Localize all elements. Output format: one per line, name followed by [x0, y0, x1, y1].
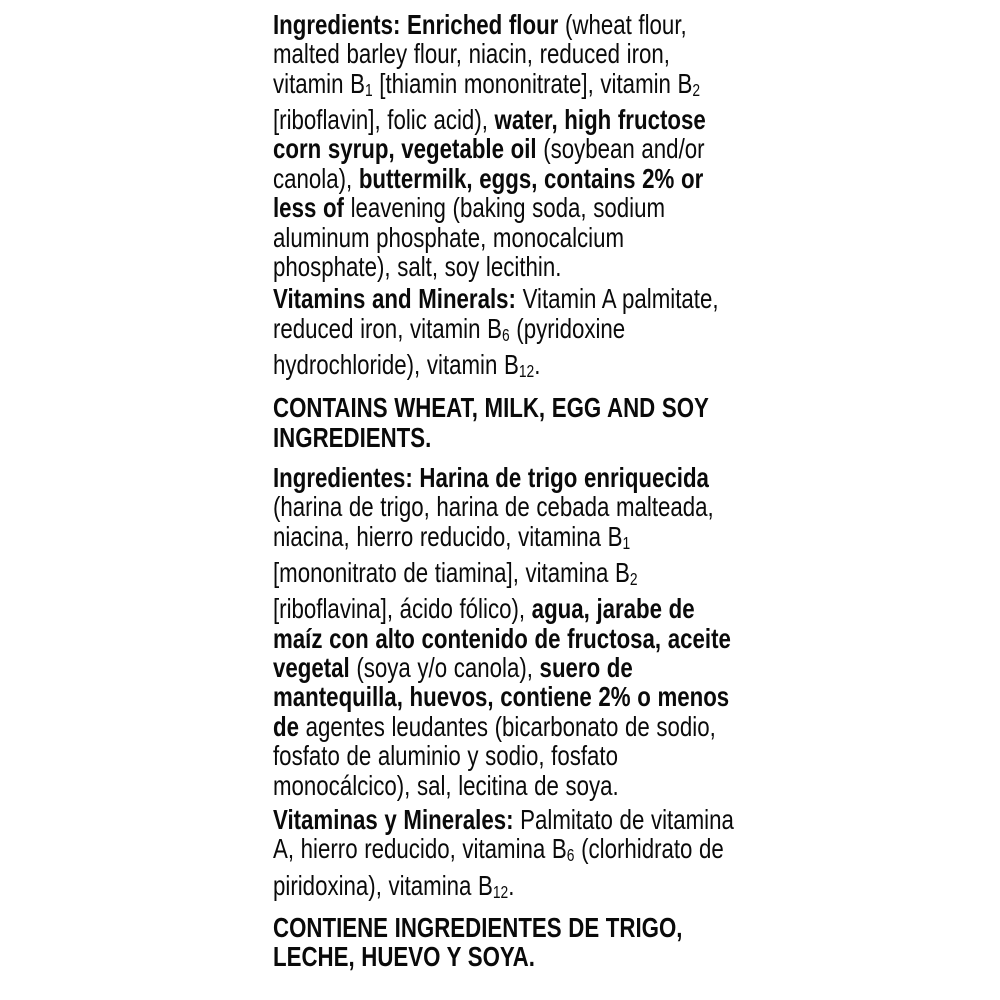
- vitamins-minerals-en-paragraph: Vitamins and Minerals: Vitamin A palmitate, reduced iron, vitamin B6 (pyridoxine hydrochloride), vitamin B12.: [273, 283, 719, 381]
- ingredients-en-paragraph: Ingredients: Enriched flour (wheat flour, malted barley flour, niacin, reduced iron, vitamin B1 [thiamin mononitrate], vitamin B2 [riboflavin], folic acid), water, high fructose corn syrup, vegetable oil (soybean and/or canola), buttermilk, eggs, contains 2% or less of leavening (baking soda, sodium aluminum phosphate, monocalcium phosphate), salt, soy lecithin.: [273, 9, 706, 283]
- ingredients-es-paragraph: Ingredientes: Harina de trigo enriquecida (harina de trigo, harina de cebada malteada, niacina, hierro reducido, vitamina B1 [mononitrato de tiamina], vitamina B2 [riboflavina], ácido fólico), agua, jarabe de maíz con alto contenido de fructosa, aceite vegetal (soya y/o canola), suero de mantequilla, huevos, contiene 2% o menos de agentes leudantes (bicarbonato de sodio, fosfato de aluminio y sodio, fosfato monocálcico), sal, lecitina de soya.: [273, 461, 731, 801]
- allergen-statement-en: CONTAINS WHEAT, MILK, EGG AND SOY INGREDIENTS.: [273, 392, 709, 453]
- label-text-column: [273, 10, 734, 972]
- allergen-statement-es: CONTIENE INGREDIENTES DE TRIGO, LECHE, HUEVO Y SOYA.: [273, 911, 683, 973]
- vitamins-minerals-es-paragraph: Vitaminas y Minerales: Palmitato de vitamina A, hierro reducido, vitamina B6 (clorhidrato de piridoxina), vitamina B12.: [273, 803, 734, 902]
